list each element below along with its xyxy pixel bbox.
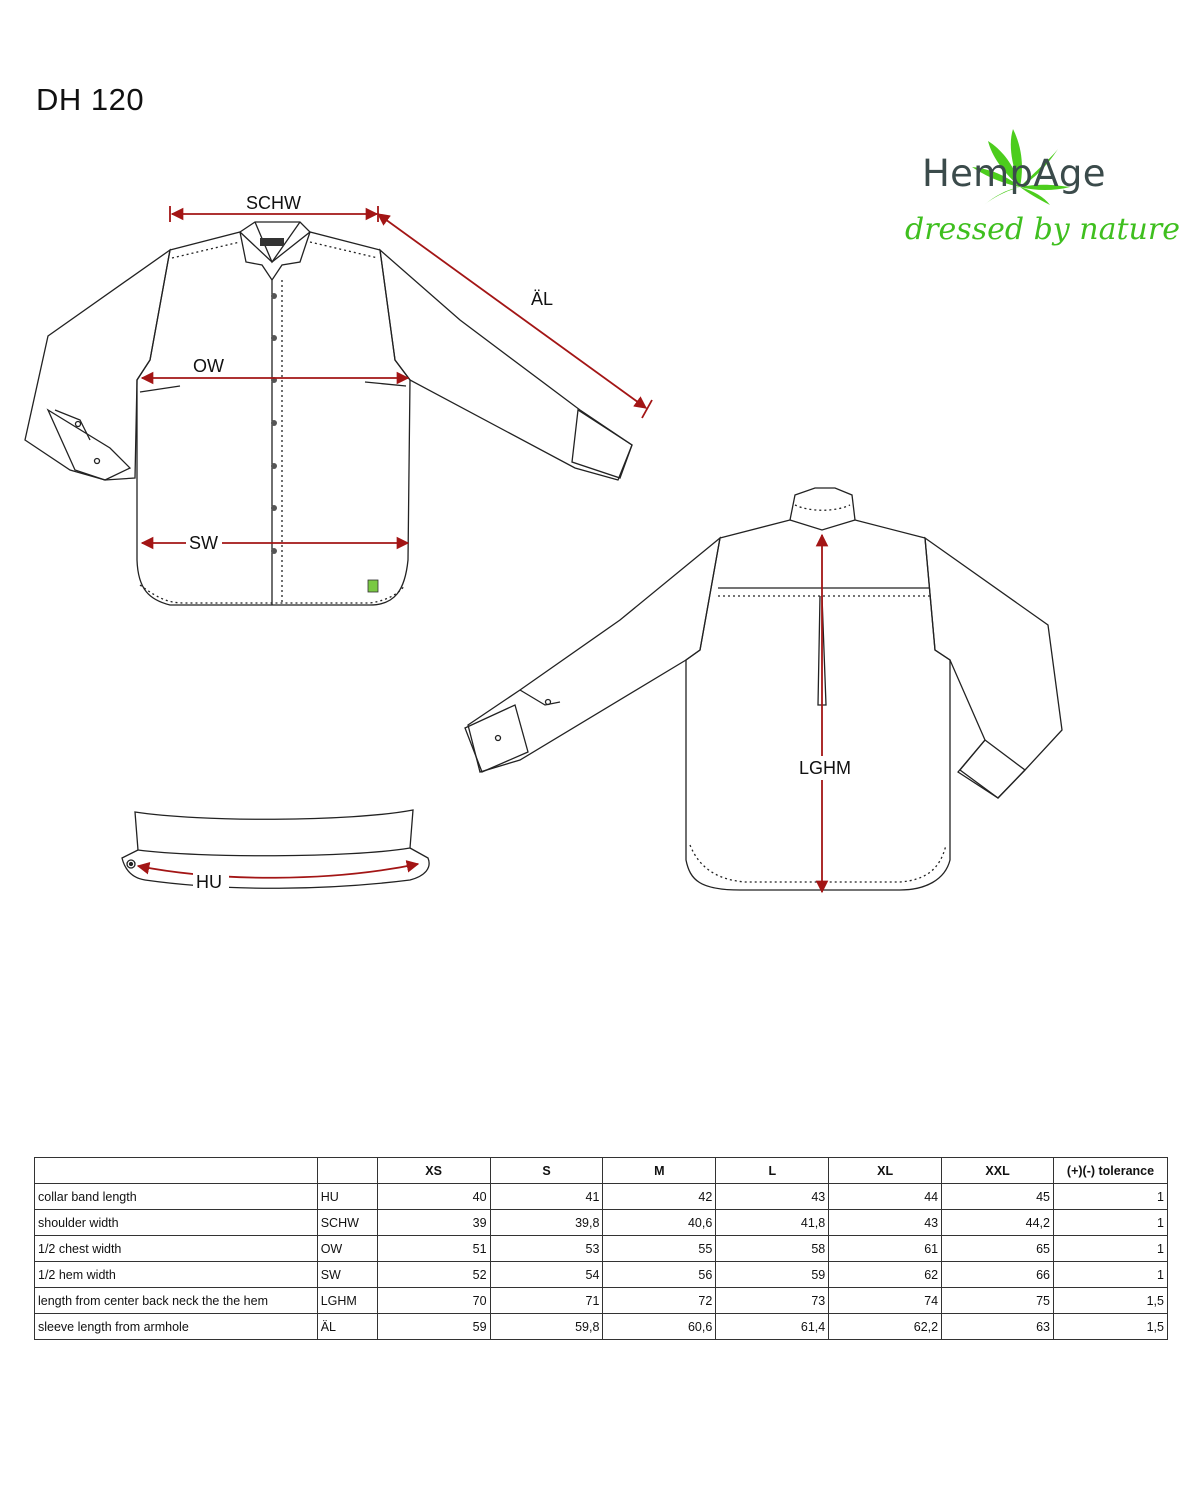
- label-ow: OW: [193, 356, 224, 376]
- front-right-sleeve: [380, 250, 632, 480]
- tolerance-value: 1: [1054, 1210, 1168, 1236]
- size-value: 39: [377, 1210, 490, 1236]
- table-row: [35, 1210, 1168, 1236]
- header-tolerance: (+)(-) tolerance: [1054, 1158, 1168, 1184]
- brand-slogan: dressed by nature: [905, 212, 1180, 247]
- size-value: 58: [716, 1236, 829, 1262]
- label-hu: HU: [196, 872, 222, 892]
- size-value: 42: [603, 1184, 716, 1210]
- tolerance-value: 1: [1054, 1236, 1168, 1262]
- size-value: 54: [490, 1262, 603, 1288]
- size-value: 62: [829, 1262, 942, 1288]
- size-value: 74: [829, 1288, 942, 1314]
- row-label: sleeve length from armhole: [35, 1314, 318, 1340]
- collar-measure-line: [138, 864, 418, 878]
- table-row: [35, 1288, 1168, 1314]
- row-code: LGHM: [317, 1288, 377, 1314]
- size-value: 66: [942, 1262, 1054, 1288]
- size-value: 51: [377, 1236, 490, 1262]
- tolerance-value: 1: [1054, 1262, 1168, 1288]
- front-left-sleeve: [25, 250, 170, 480]
- size-table: [34, 1157, 1168, 1340]
- size-value: 56: [603, 1262, 716, 1288]
- row-code: OW: [317, 1236, 377, 1262]
- table-row: [35, 1262, 1168, 1288]
- size-value: 59: [716, 1262, 829, 1288]
- table-row: [35, 1184, 1168, 1210]
- tolerance-value: 1,5: [1054, 1314, 1168, 1340]
- row-label: 1/2 chest width: [35, 1236, 318, 1262]
- header-m: M: [603, 1158, 716, 1184]
- table-row: [35, 1236, 1168, 1262]
- size-value: 75: [942, 1288, 1054, 1314]
- size-value: 44: [829, 1184, 942, 1210]
- size-value: 61,4: [716, 1314, 829, 1340]
- size-value: 41,8: [716, 1210, 829, 1236]
- row-code: ÄL: [317, 1314, 377, 1340]
- row-code: SCHW: [317, 1210, 377, 1236]
- table-row: [35, 1314, 1168, 1340]
- size-value: 59,8: [490, 1314, 603, 1340]
- label-sw: SW: [189, 533, 218, 553]
- back-left-sleeve: [468, 538, 720, 772]
- label-schw: SCHW: [246, 193, 301, 213]
- size-value: 39,8: [490, 1210, 603, 1236]
- size-value: 40: [377, 1184, 490, 1210]
- front-collar: [240, 222, 310, 280]
- size-value: 44,2: [942, 1210, 1054, 1236]
- row-label: length from center back neck the the hem: [35, 1288, 318, 1314]
- row-label: shoulder width: [35, 1210, 318, 1236]
- header-xxl: XXL: [942, 1158, 1054, 1184]
- header-xs: XS: [377, 1158, 490, 1184]
- header-l: L: [716, 1158, 829, 1184]
- label-lghm: LGHM: [799, 758, 852, 778]
- size-value: 53: [490, 1236, 603, 1262]
- size-value: 41: [490, 1184, 603, 1210]
- header-code: [317, 1158, 377, 1184]
- label-al: ÄL: [531, 289, 554, 309]
- collar-band: [122, 810, 429, 888]
- size-value: 43: [829, 1210, 942, 1236]
- tolerance-value: 1,5: [1054, 1288, 1168, 1314]
- row-label: collar band length: [35, 1184, 318, 1210]
- table-header-row: [35, 1158, 1168, 1184]
- size-value: 43: [716, 1184, 829, 1210]
- size-value: 62,2: [829, 1314, 942, 1340]
- size-value: 61: [829, 1236, 942, 1262]
- size-value: 65: [942, 1236, 1054, 1262]
- size-value: 45: [942, 1184, 1054, 1210]
- sleeve-measure-line: [378, 214, 646, 408]
- tolerance-value: 1: [1054, 1184, 1168, 1210]
- size-value: 60,6: [603, 1314, 716, 1340]
- back-shirt: [465, 488, 1062, 890]
- size-value: 71: [490, 1288, 603, 1314]
- row-code: SW: [317, 1262, 377, 1288]
- size-value: 73: [716, 1288, 829, 1314]
- row-label: 1/2 hem width: [35, 1262, 318, 1288]
- size-value: 72: [603, 1288, 716, 1314]
- size-value: 70: [377, 1288, 490, 1314]
- size-value: 40,6: [603, 1210, 716, 1236]
- size-value: 55: [603, 1236, 716, 1262]
- size-value: 59: [377, 1314, 490, 1340]
- size-value: 52: [377, 1262, 490, 1288]
- row-code: HU: [317, 1184, 377, 1210]
- header-s: S: [490, 1158, 603, 1184]
- header-xl: XL: [829, 1158, 942, 1184]
- size-value: 63: [942, 1314, 1054, 1340]
- front-shirt: [25, 222, 632, 605]
- brand-name: HempAge: [922, 152, 1106, 195]
- header-label: [35, 1158, 318, 1184]
- back-right-sleeve: [925, 538, 1062, 798]
- model-code: DH 120: [36, 82, 145, 117]
